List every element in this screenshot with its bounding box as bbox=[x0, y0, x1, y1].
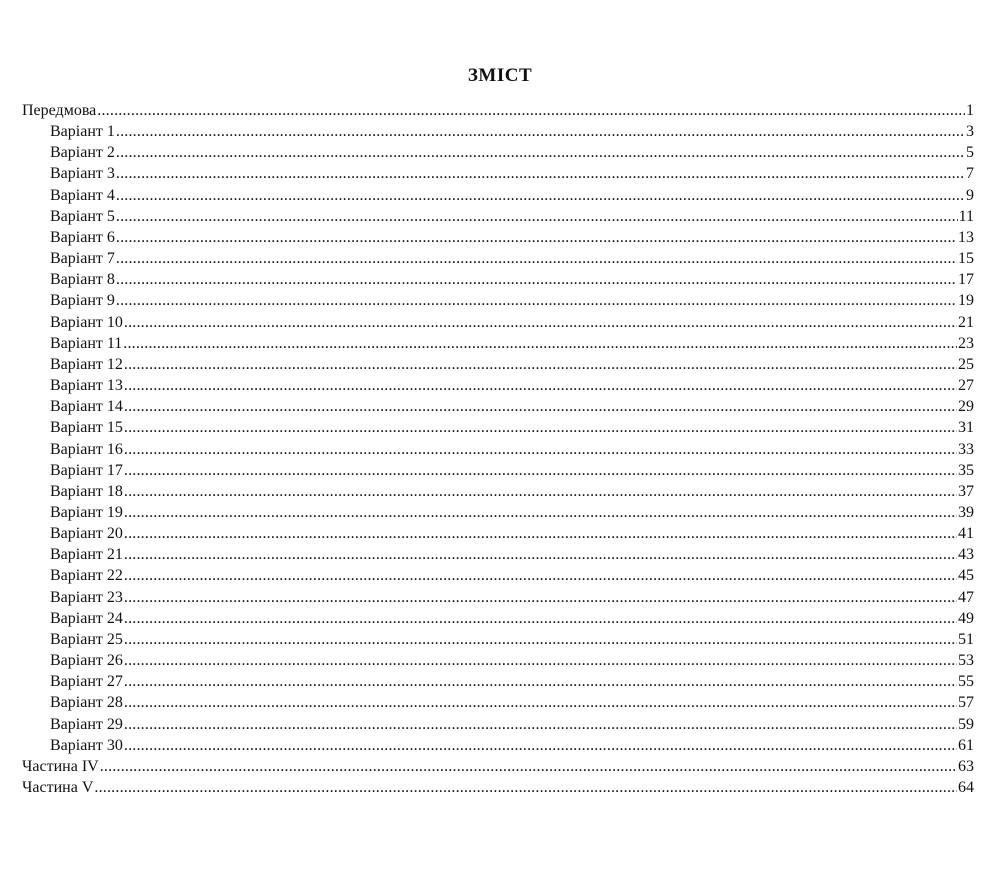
toc-entry bbox=[22, 756, 974, 777]
toc-dot-leader bbox=[116, 185, 965, 206]
toc-dot-leader bbox=[124, 544, 957, 565]
toc-dot-leader bbox=[116, 163, 965, 184]
toc-entry-label: Варіант 11 bbox=[50, 334, 123, 352]
toc-dot-leader bbox=[94, 777, 957, 798]
toc-entry-page-number: 23 bbox=[958, 334, 974, 352]
toc-entry bbox=[22, 671, 974, 692]
toc-entry-label: Варіант 2 bbox=[50, 144, 115, 162]
toc-entry-page-number: 61 bbox=[958, 736, 974, 754]
toc-entry bbox=[22, 163, 974, 184]
toc-dot-leader bbox=[124, 735, 957, 756]
toc-entry-page-number: 31 bbox=[958, 419, 974, 437]
toc-entry bbox=[22, 565, 974, 586]
toc-entry-page-number: 35 bbox=[958, 461, 974, 479]
toc-entry-label: Варіант 29 bbox=[50, 715, 123, 733]
toc-entry-label: Варіант 6 bbox=[50, 228, 115, 246]
toc-entry bbox=[22, 290, 974, 311]
toc-entry-page-number: 63 bbox=[958, 757, 974, 775]
toc-entry-label: Передмова bbox=[22, 102, 97, 119]
toc-dot-leader bbox=[124, 523, 957, 544]
toc-entry-label: Варіант 26 bbox=[50, 652, 123, 670]
toc-entry-page-number: 13 bbox=[958, 228, 974, 246]
toc-entry bbox=[22, 544, 974, 565]
toc-dot-leader bbox=[124, 502, 957, 523]
toc-entry-page-number: 5 bbox=[966, 144, 974, 162]
toc-entry-label: Варіант 30 bbox=[50, 736, 123, 754]
toc-entry bbox=[22, 375, 974, 396]
toc-entry-page-number: 9 bbox=[966, 186, 974, 204]
toc-dot-leader bbox=[124, 481, 957, 502]
toc-dot-leader bbox=[123, 333, 957, 354]
toc-dot-leader bbox=[124, 714, 957, 735]
toc-entry-page-number: 55 bbox=[958, 673, 974, 691]
toc-entry bbox=[22, 692, 974, 713]
toc-entry bbox=[22, 650, 974, 671]
toc-entry bbox=[22, 100, 974, 121]
toc-entry bbox=[22, 269, 974, 290]
toc-entry-label: Варіант 5 bbox=[50, 207, 115, 225]
toc-entry-label: Варіант 8 bbox=[50, 271, 115, 289]
toc-entry bbox=[22, 248, 974, 269]
toc-entry-page-number: 43 bbox=[958, 546, 974, 564]
toc-entry-page-number: 19 bbox=[958, 292, 974, 310]
toc-entry-page-number: 11 bbox=[958, 207, 974, 225]
toc-entry bbox=[22, 396, 974, 417]
toc-entry-label: Варіант 15 bbox=[50, 419, 123, 437]
toc-entry-label: Варіант 25 bbox=[50, 630, 123, 648]
toc-entry-label: Варіант 12 bbox=[50, 355, 123, 373]
toc-entry-page-number: 45 bbox=[958, 567, 974, 585]
toc-dot-leader bbox=[100, 756, 957, 777]
toc-entry-page-number: 27 bbox=[958, 377, 974, 395]
toc-entry-page-number: 51 bbox=[958, 630, 974, 648]
toc-entry-label: Варіант 27 bbox=[50, 673, 123, 691]
toc-dot-leader bbox=[116, 269, 957, 290]
toc-entry bbox=[22, 227, 974, 248]
toc-entry-page-number: 17 bbox=[958, 271, 974, 289]
toc-entry bbox=[22, 417, 974, 438]
toc-entry-label: Варіант 23 bbox=[50, 588, 123, 606]
toc-entry-page-number: 15 bbox=[958, 250, 974, 268]
toc-entry bbox=[22, 121, 974, 142]
toc-entry-label: Варіант 14 bbox=[50, 398, 123, 416]
toc-entry-page-number: 37 bbox=[958, 482, 974, 500]
toc-entry-label: Варіант 4 bbox=[50, 186, 115, 204]
toc-entry-page-number: 7 bbox=[966, 165, 974, 183]
toc-dot-leader bbox=[124, 439, 957, 460]
toc-entry-page-number: 21 bbox=[958, 313, 974, 331]
toc-dot-leader bbox=[124, 671, 957, 692]
toc-entry-label: Варіант 28 bbox=[50, 694, 123, 712]
toc-entry bbox=[22, 206, 974, 227]
toc-entry-page-number: 47 bbox=[958, 588, 974, 606]
toc-entry bbox=[22, 481, 974, 502]
toc-entry bbox=[22, 185, 974, 206]
toc-entry-page-number: 59 bbox=[958, 715, 974, 733]
toc-dot-leader bbox=[116, 227, 957, 248]
toc-dot-leader bbox=[124, 354, 957, 375]
toc-entry-label: Варіант 17 bbox=[50, 461, 123, 479]
toc-dot-leader bbox=[124, 375, 957, 396]
toc-entry-label: Варіант 9 bbox=[50, 292, 115, 310]
toc-entry-label: Варіант 16 bbox=[50, 440, 123, 458]
toc-entry-page-number: 29 bbox=[958, 398, 974, 416]
toc-entry-label: Варіант 7 bbox=[50, 250, 115, 268]
toc-entry-page-number: 49 bbox=[958, 609, 974, 627]
toc-entry-label: Варіант 20 bbox=[50, 525, 123, 543]
toc-dot-leader bbox=[124, 608, 957, 629]
toc-entry bbox=[22, 777, 974, 798]
toc-dot-leader bbox=[124, 312, 957, 333]
toc-dot-leader bbox=[124, 565, 957, 586]
toc-entry-label: Частина V bbox=[22, 779, 94, 796]
toc-dot-leader bbox=[124, 460, 957, 481]
toc-dot-leader bbox=[124, 692, 957, 713]
toc-entry-label: Варіант 13 bbox=[50, 377, 123, 395]
toc-entry bbox=[22, 142, 974, 163]
toc-dot-leader bbox=[124, 587, 957, 608]
toc-entry bbox=[22, 312, 974, 333]
toc-entry bbox=[22, 354, 974, 375]
toc-entry-page-number: 33 bbox=[958, 440, 974, 458]
toc-dot-leader bbox=[124, 650, 957, 671]
toc-entry-label: Частина IV bbox=[22, 757, 99, 775]
toc-entry bbox=[22, 502, 974, 523]
toc-dot-leader bbox=[116, 290, 957, 311]
toc-dot-leader bbox=[116, 142, 965, 163]
toc-entry-page-number: 57 bbox=[958, 694, 974, 712]
toc-entry-page-number: 3 bbox=[966, 123, 974, 141]
toc-entry-label: Варіант 10 bbox=[50, 313, 123, 331]
table-of-contents bbox=[22, 100, 974, 798]
toc-entry-page-number: 39 bbox=[958, 503, 974, 521]
toc-entry-page-number: 1 bbox=[966, 102, 974, 119]
toc-entry bbox=[22, 439, 974, 460]
toc-entry bbox=[22, 460, 974, 481]
toc-entry bbox=[22, 587, 974, 608]
page-title: ЗМІСТ bbox=[467, 65, 533, 86]
toc-dot-leader bbox=[124, 417, 957, 438]
toc-entry bbox=[22, 714, 974, 735]
toc-entry bbox=[22, 735, 974, 756]
toc-dot-leader bbox=[97, 100, 965, 121]
toc-entry bbox=[22, 608, 974, 629]
toc-entry-page-number: 64 bbox=[958, 779, 974, 796]
toc-dot-leader bbox=[116, 121, 965, 142]
toc-entry bbox=[22, 523, 974, 544]
toc-entry-label: Варіант 18 bbox=[50, 482, 123, 500]
toc-entry-label: Варіант 22 bbox=[50, 567, 123, 585]
toc-entry bbox=[22, 629, 974, 650]
toc-entry-label: Варіант 24 bbox=[50, 609, 123, 627]
toc-entry bbox=[22, 333, 974, 354]
toc-dot-leader bbox=[124, 629, 957, 650]
toc-entry-label: Варіант 3 bbox=[50, 165, 115, 183]
toc-entry-page-number: 41 bbox=[958, 525, 974, 543]
toc-dot-leader bbox=[116, 206, 958, 227]
toc-entry-label: Варіант 21 bbox=[50, 546, 123, 564]
toc-dot-leader bbox=[124, 396, 957, 417]
toc-entry-page-number: 53 bbox=[958, 652, 974, 670]
toc-entry-label: Варіант 19 bbox=[50, 503, 123, 521]
toc-dot-leader bbox=[116, 248, 957, 269]
toc-entry-page-number: 25 bbox=[958, 355, 974, 373]
toc-entry-label: Варіант 1 bbox=[50, 123, 115, 141]
